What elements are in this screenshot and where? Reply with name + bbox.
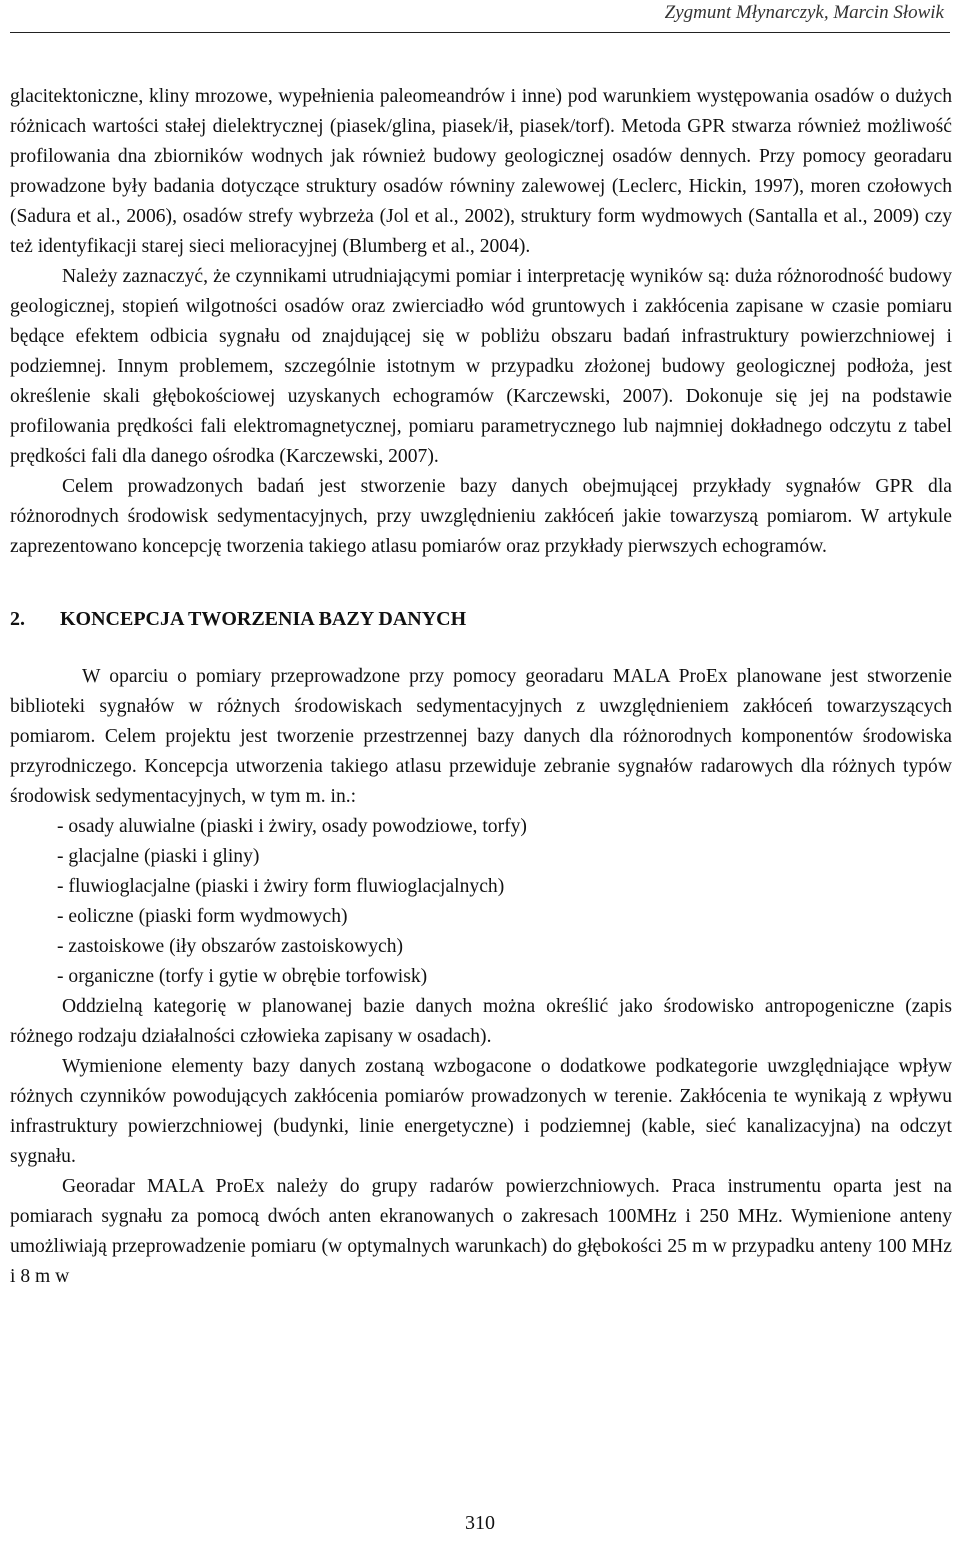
section-number: 2. bbox=[10, 608, 25, 630]
paragraph: Wymienione elementy bazy danych zostaną wzbogacone o dodatkowe podkategorie uwzględniające wpływ różnych czynników powodujących zakłócenia pomiarów prowadzonych w terenie. Zakłócenia te wynikają z wpływu infrastruktury powierzchniowej (budynki, linie energetyczne) i podziemnej (kable, sieć kanalizacyjna) na odczyt sygnału. bbox=[10, 1056, 952, 1167]
running-header bbox=[10, 0, 950, 33]
list-item: - glacjalne (piaski i gliny) bbox=[57, 846, 260, 867]
header-authors: Zygmunt Młynarczyk, Marcin Słowik bbox=[664, 2, 944, 23]
paragraph: glacitektoniczne, kliny mrozowe, wypełnienia paleomeandrów i inne) pod warunkiem występowania osadów o dużych różnicach wartości stałej dielektrycznej (piasek/glina, piasek/ił, piasek/torf). Metoda GPR stwarza również możliwość profilowania dna zbiorników wodnych jak również budowy geologicznej osadów dennych. Przy pomocy georadaru prowadzone były badania dotyczące struktury osadów równiny zalewowej (Leclerc, Hickin, 1997), moren czołowych (Sadura et al., 2006), osadów strefy wybrzeża (Jol et al., 2002), struktury form wydmowych (Santalla et al., 2009) czy też identyfikacji starej sieci melioracyjnej (Blumberg et al., 2004). bbox=[10, 86, 952, 257]
paragraph: Należy zaznaczyć, że czynnikami utrudniającymi pomiar i interpretację wyników są: duża różnorodność budowy geologicznej, stopień wilgotności osadów oraz zwierciadło wód gruntowych i zakłócenia zapisane w czasie pomiaru będące efektem odbicia sygnału od znajdującej się w pobliżu obszaru badań infrastruktury powierzchniowej i podziemnej. Innym problemem, szczególnie istotnym w przypadku złożonej budowy geologicznej podłoża, jest określenie skali głębokościowej uzyskanych echogramów (Karczewski, 2007). Dokonuje się jej na podstawie profilowania prędkości fali elektromagnetycznej, pomiaru parametrycznego lub najmniej dokładnego odczytu z tabel prędkości fali dla danego ośrodka (Karczewski, 2007). bbox=[10, 266, 952, 467]
section-title: KONCEPCJA TWORZENIA BAZY DANYCH bbox=[60, 608, 467, 630]
paragraph: Celem prowadzonych badań jest stworzenie bazy danych obejmującej przykłady sygnałów GPR dla różnorodnych środowisk sedymentacyjnych, przy uwzględnieniu zakłóceń jakie towarzyszą pomiarom. W artykule zaprezentowano koncepcję tworzenia takiego atlasu pomiarów oraz przykłady pierwszych echogramów. bbox=[10, 476, 952, 557]
list-item: - eoliczne (piaski form wydmowych) bbox=[57, 906, 348, 927]
list-item: - organiczne (torfy i gytie w obrębie torfowisk) bbox=[57, 966, 428, 987]
paragraph: Oddzielną kategorię w planowanej bazie danych można określić jako środowisko antropogeniczne (zapis różnego rodzaju działalności człowieka zapisany w osadach). bbox=[10, 996, 952, 1047]
paragraph: W oparciu o pomiary przeprowadzone przy pomocy georadaru MALA ProEx planowane jest stworzenie biblioteki sygnałów w różnych środowiskach sedymentacyjnych z uwzględnieniem zakłóceń towarzyszących pomiarom. Celem projektu jest tworzenie przestrzennej bazy danych dla różnorodnych komponentów środowiska przyrodniczego. Koncepcja utworzenia takiego atlasu przewiduje zebranie sygnałów radarowych dla różnych typów środowisk sedymentacyjnych, w tym m. in.: bbox=[10, 666, 952, 807]
document-body bbox=[10, 82, 952, 1292]
page-number: 310 bbox=[465, 1512, 495, 1534]
list-item: - fluwioglacjalne (piaski i żwiry form fluwioglacjalnych) bbox=[57, 876, 505, 897]
list-item: - osady aluwialne (piaski i żwiry, osady powodziowe, torfy) bbox=[57, 816, 527, 837]
list-item: - zastoiskowe (iły obszarów zastoiskowych) bbox=[57, 936, 404, 957]
paragraph: Georadar MALA ProEx należy do grupy radarów powierzchniowych. Praca instrumentu oparta jest na pomiarach sygnału za pomocą dwóch anten ekranowanych o zakresach 100MHz i 250 MHz. Wymienione anteny umożliwiają przeprowadzenie pomiaru (w optymalnych warunkach) do głębokości 25 m w przypadku anteny 100 MHz i 8 m w bbox=[10, 1176, 952, 1287]
environment-list bbox=[10, 812, 952, 992]
section-heading bbox=[10, 604, 952, 634]
